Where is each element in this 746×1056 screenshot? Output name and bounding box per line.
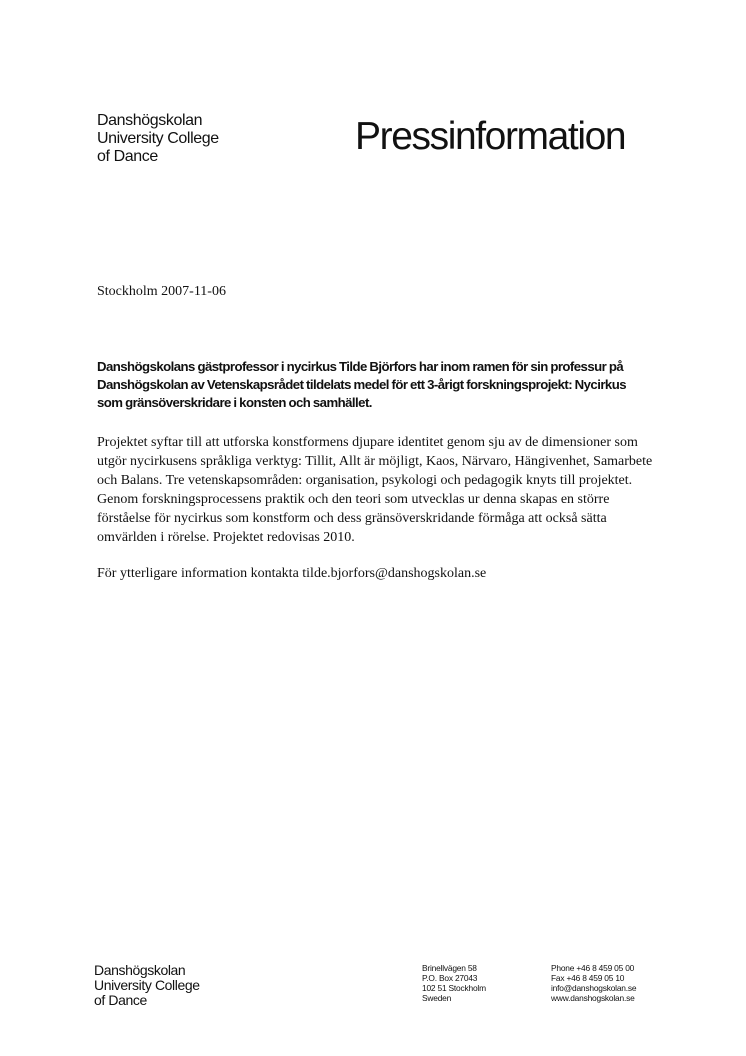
footer-address [422,963,486,1003]
footer-logo-line-1: Danshögskolan [94,962,186,978]
contact-fax: Fax +46 8 459 05 10 [551,973,625,983]
logo-line-3: of Dance [97,148,158,165]
logo-line-2: University College [97,130,219,147]
address-city: 102 51 Stockholm [422,983,486,993]
footer-contact [551,963,636,1003]
address-box: P.O. Box 27043 [422,973,478,983]
contact-line: För ytterligare information kontakta tilde.bjorfors@danshogskolan.se [97,566,487,581]
contact-email: info@danshogskolan.se [551,983,637,993]
header-logo [97,112,219,166]
lead-paragraph: Danshögskolans gästprofessor i nycirkus Tilde Björfors har inom ramen för sin professur på Danshögskolan av Vetenskapsrådet tildelats medel för ett 3-årigt forskningsprojekt: Nycirkus som gränsöverskridare i konsten och samhället. [97,359,626,410]
footer-logo-line-2: University College [94,977,200,993]
logo-line-1: Danshögskolan [97,112,203,129]
address-country: Sweden [422,993,452,1003]
address-street: Brinellvägen 58 [422,963,477,973]
footer-logo-line-3: of Dance [94,992,147,1008]
contact-phone: Phone +46 8 459 05 00 [551,963,635,973]
footer-logo [94,963,200,1008]
date-line: Stockholm 2007-11-06 [97,284,226,299]
contact-website: www.danshogskolan.se [551,993,635,1003]
body-paragraph: Projektet syftar till att utforska konstformens djupare identitet genom sju av de dimensioner som utgör nycirkusens språkliga verktyg: Tillit, Allt är möjligt, Kaos, Närvaro, Hängivenhet, Samarbete och Balans. Tre vetenskapsområden: organisation, psykologi och pedagogik knyts till projektet. Genom forskningsprocessens praktik och den teori som utvecklas ur denna skapas en större förståelse för nycirkus som konstform och dess gränsöverskridande förmåga att också sätta omvärlden i rörelse. Projektet redovisas 2010. [97,435,653,545]
document-title: Pressinformation [355,115,626,158]
